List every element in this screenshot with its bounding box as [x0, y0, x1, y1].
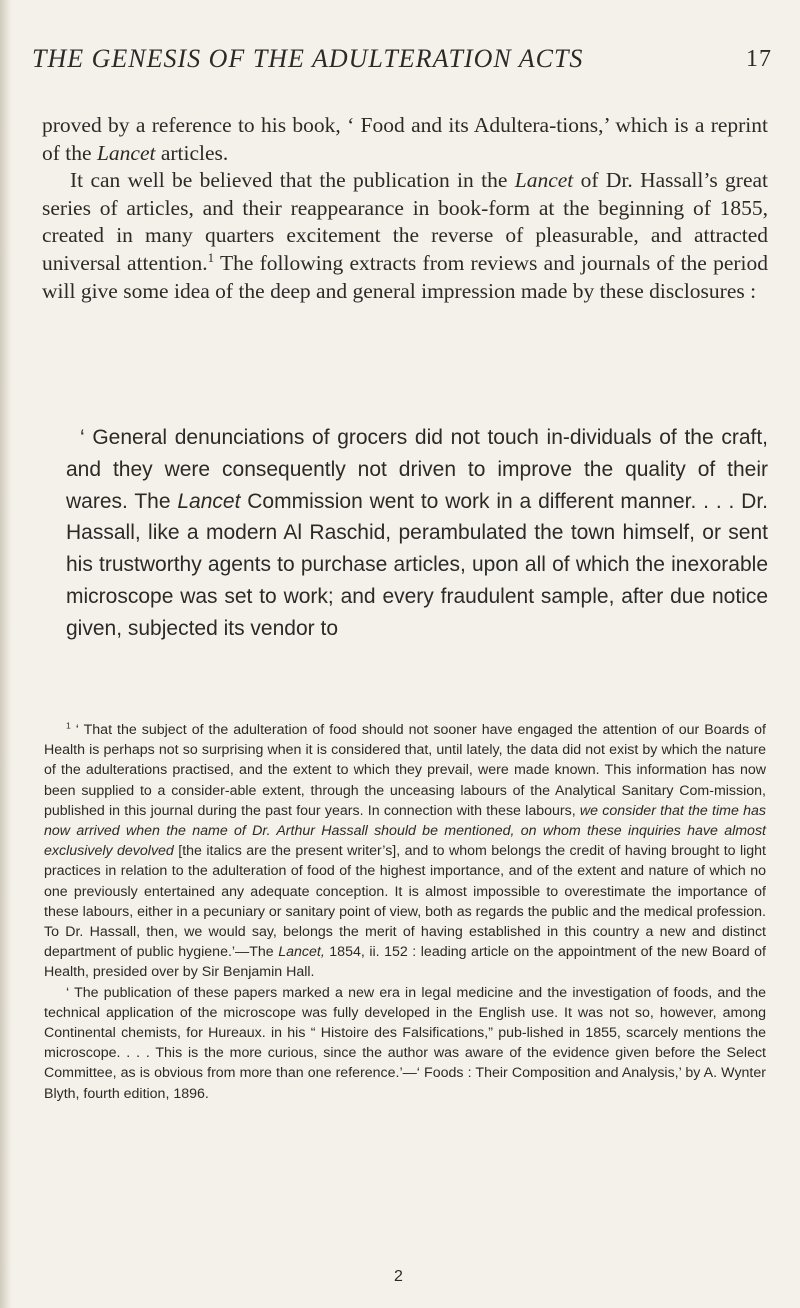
block-quote	[66, 422, 768, 645]
paragraph: proved by a reference to his book, ‘ Food and its Adultera-tions,’ which is a reprint of the Lancet articles.	[42, 113, 768, 165]
footnote-continuation: ‘ The publication of these papers marked a new era in legal medicine and the investigation of foods, and the technical application of the microscope was fully developed in the English use. It was not so, however, among Continental chemists, for Hureaux. in his “ Histoire des Falsifications,” pub-lished in 1855, scarcely mentions the microscope. . . . This is the more curious, since the author was aware of the evidence given before the Select Committee, as is obvious from more than one reference.’—‘ Foods : Their Composition and Analysis,’ by A. Wynter Blyth, fourth edition, 1896.	[44, 984, 766, 1102]
body-text	[42, 112, 768, 305]
footnote-marker: 1	[66, 720, 71, 731]
quote-paragraph: ‘ General denunciations of grocers did not touch in-dividuals of the craft, and they were consequently not driven to improve the quality of their wares. The Lancet Commission went to work in a different manner. . . . Dr. Hassall, like a modern Al Raschid, perambulated the town himself, or sent his trustworthy agents to purchase articles, upon all of which the inexorable microscope was set to work; and every fraudulent sample, after due notice given, subjected its vendor to	[66, 426, 769, 640]
page-gutter-shadow	[0, 0, 12, 1308]
signature-mark: 2	[394, 1268, 403, 1285]
running-head-title: THE GENESIS OF THE ADULTERATION ACTS	[32, 44, 584, 73]
paragraph: It can well be believed that the publication in the Lancet of Dr. Hassall’s great series of articles, and their reappearance in book-form at the beginning of 1855, created in many quarters excitement the reverse of pleasurable, and attracted universal attention.$^1$ The following extracts from reviews and journals of the period will give some idea of the deep and general impression made by these disclosures :	[42, 168, 769, 303]
footnotes	[44, 720, 766, 1104]
running-head	[32, 44, 772, 80]
page-number: 17	[746, 46, 772, 72]
footnote: $^1$ ‘ That the subject of the adulteration of food should not sooner have engaged the attention of our Boards of Health is perhaps not so surprising when it is considered that, until lately, the data did not exist by which the nature of the adulterations practised, and the extent to which they prevail, were made known. This information has now been supplied to a consider-able extent, through the unceasing labours of the Analytical Sanitary Com-mission, published in this journal during the past four years. In connection with these labours, we consider that the time has now arrived when the name of Dr. Arthur Hassall should be mentioned, on whom these inquiries have almost exclusively devolved [the italics are the present writer’s], and to whom belongs the credit of having brought to light practices in relation to the adulteration of food of the highest importance, and of the extent and nature of which no one previously entertained any adequate conception. It is almost impossible to overestimate the importance of these labours, either in a pecuniary or sanitary point of view, both as regards the public and the medical profession. To Dr. Hassall, then, we would say, belongs the merit of having established in this country a new and distinct department of public hygiene.’—The Lancet, 1854, ii. 152 : leading article on the appointment of the new Board of Health, presided over by Sir Benjamin Hall.	[44, 720, 766, 981]
footnote-ref: 1	[207, 250, 215, 265]
